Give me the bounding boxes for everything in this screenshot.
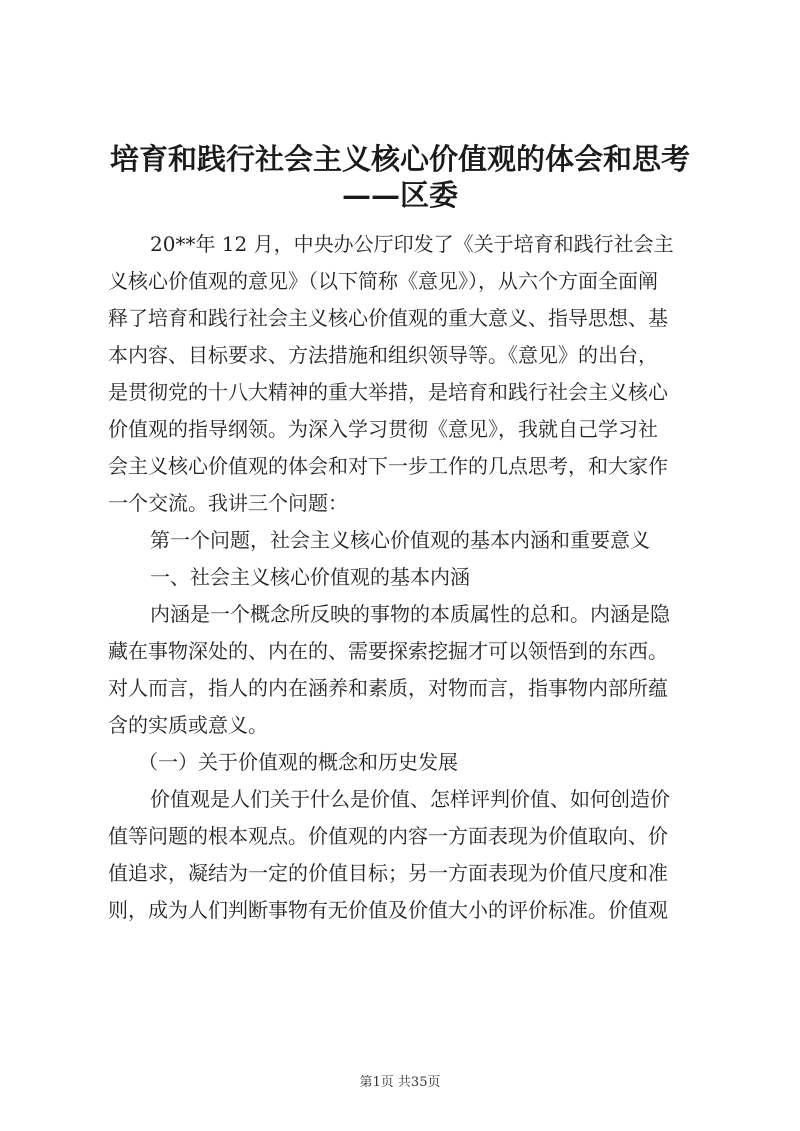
paragraph-line: 释了培育和践行社会主义核心价值观的重大意义、指导思想、基 bbox=[108, 306, 668, 330]
paragraph-line: 是贯彻党的十八大精神的重大举措，是培育和践行社会主义核心 bbox=[108, 380, 668, 404]
paragraph-line: 含的实质或意义。 bbox=[108, 713, 268, 737]
section-heading: 第一个问题，社会主义核心价值观的基本内涵和重要意义 bbox=[150, 528, 650, 552]
document-body bbox=[108, 226, 708, 929]
paragraph-line: 20**年 12 月，中央办公厅印发了《关于培育和践行社会主 bbox=[150, 232, 674, 256]
paragraph-line: 值追求，凝结为一定的价值目标；另一方面表现为价值尺度和准 bbox=[108, 861, 668, 885]
paragraph-line: 价值观的指导纲领。为深入学习贯彻《意见》，我就自己学习社 bbox=[108, 417, 658, 441]
paragraph-line: 价值观是人们关于什么是价值、怎样评判价值、如何创造价 bbox=[150, 787, 670, 811]
paragraph-line: 一个交流。我讲三个问题： bbox=[108, 491, 348, 515]
subsection-heading: （一）关于价值观的概念和历史发展 bbox=[138, 750, 458, 774]
title-line-2: ——区委 bbox=[341, 178, 458, 212]
paragraph-line: 内涵是一个概念所反映的事物的本质属性的总和。内涵是隐 bbox=[150, 602, 670, 626]
paragraph-line: 本内容、目标要求、方法措施和组织领导等。《意见》的出台， bbox=[108, 343, 658, 367]
paragraph-line: 义核心价值观的意见》（以下简称《意见》），从六个方面全面阐 bbox=[108, 269, 658, 293]
paragraph-line: 藏在事物深处的、内在的、需要探索挖掘才可以领悟到的东西。 bbox=[108, 639, 668, 663]
title-line-1: 培育和践行社会主义核心价值观的体会和思考 bbox=[109, 142, 690, 176]
document-title bbox=[0, 141, 800, 213]
paragraph-line: 则，成为人们判断事物有无价值及价值大小的评价标准。价值观 bbox=[108, 898, 668, 922]
subsection-heading: 一、社会主义核心价值观的基本内涵 bbox=[150, 565, 470, 589]
page-number-footer: 第1页 共35页 bbox=[359, 1075, 441, 1090]
paragraph-line: 会主义核心价值观的体会和对下一步工作的几点思考，和大家作 bbox=[108, 454, 668, 478]
paragraph-line: 值等问题的根本观点。价值观的内容一方面表现为价值取向、价 bbox=[108, 824, 668, 848]
paragraph-line: 对人而言，指人的内在涵养和素质，对物而言，指事物内部所蕴 bbox=[108, 676, 668, 700]
